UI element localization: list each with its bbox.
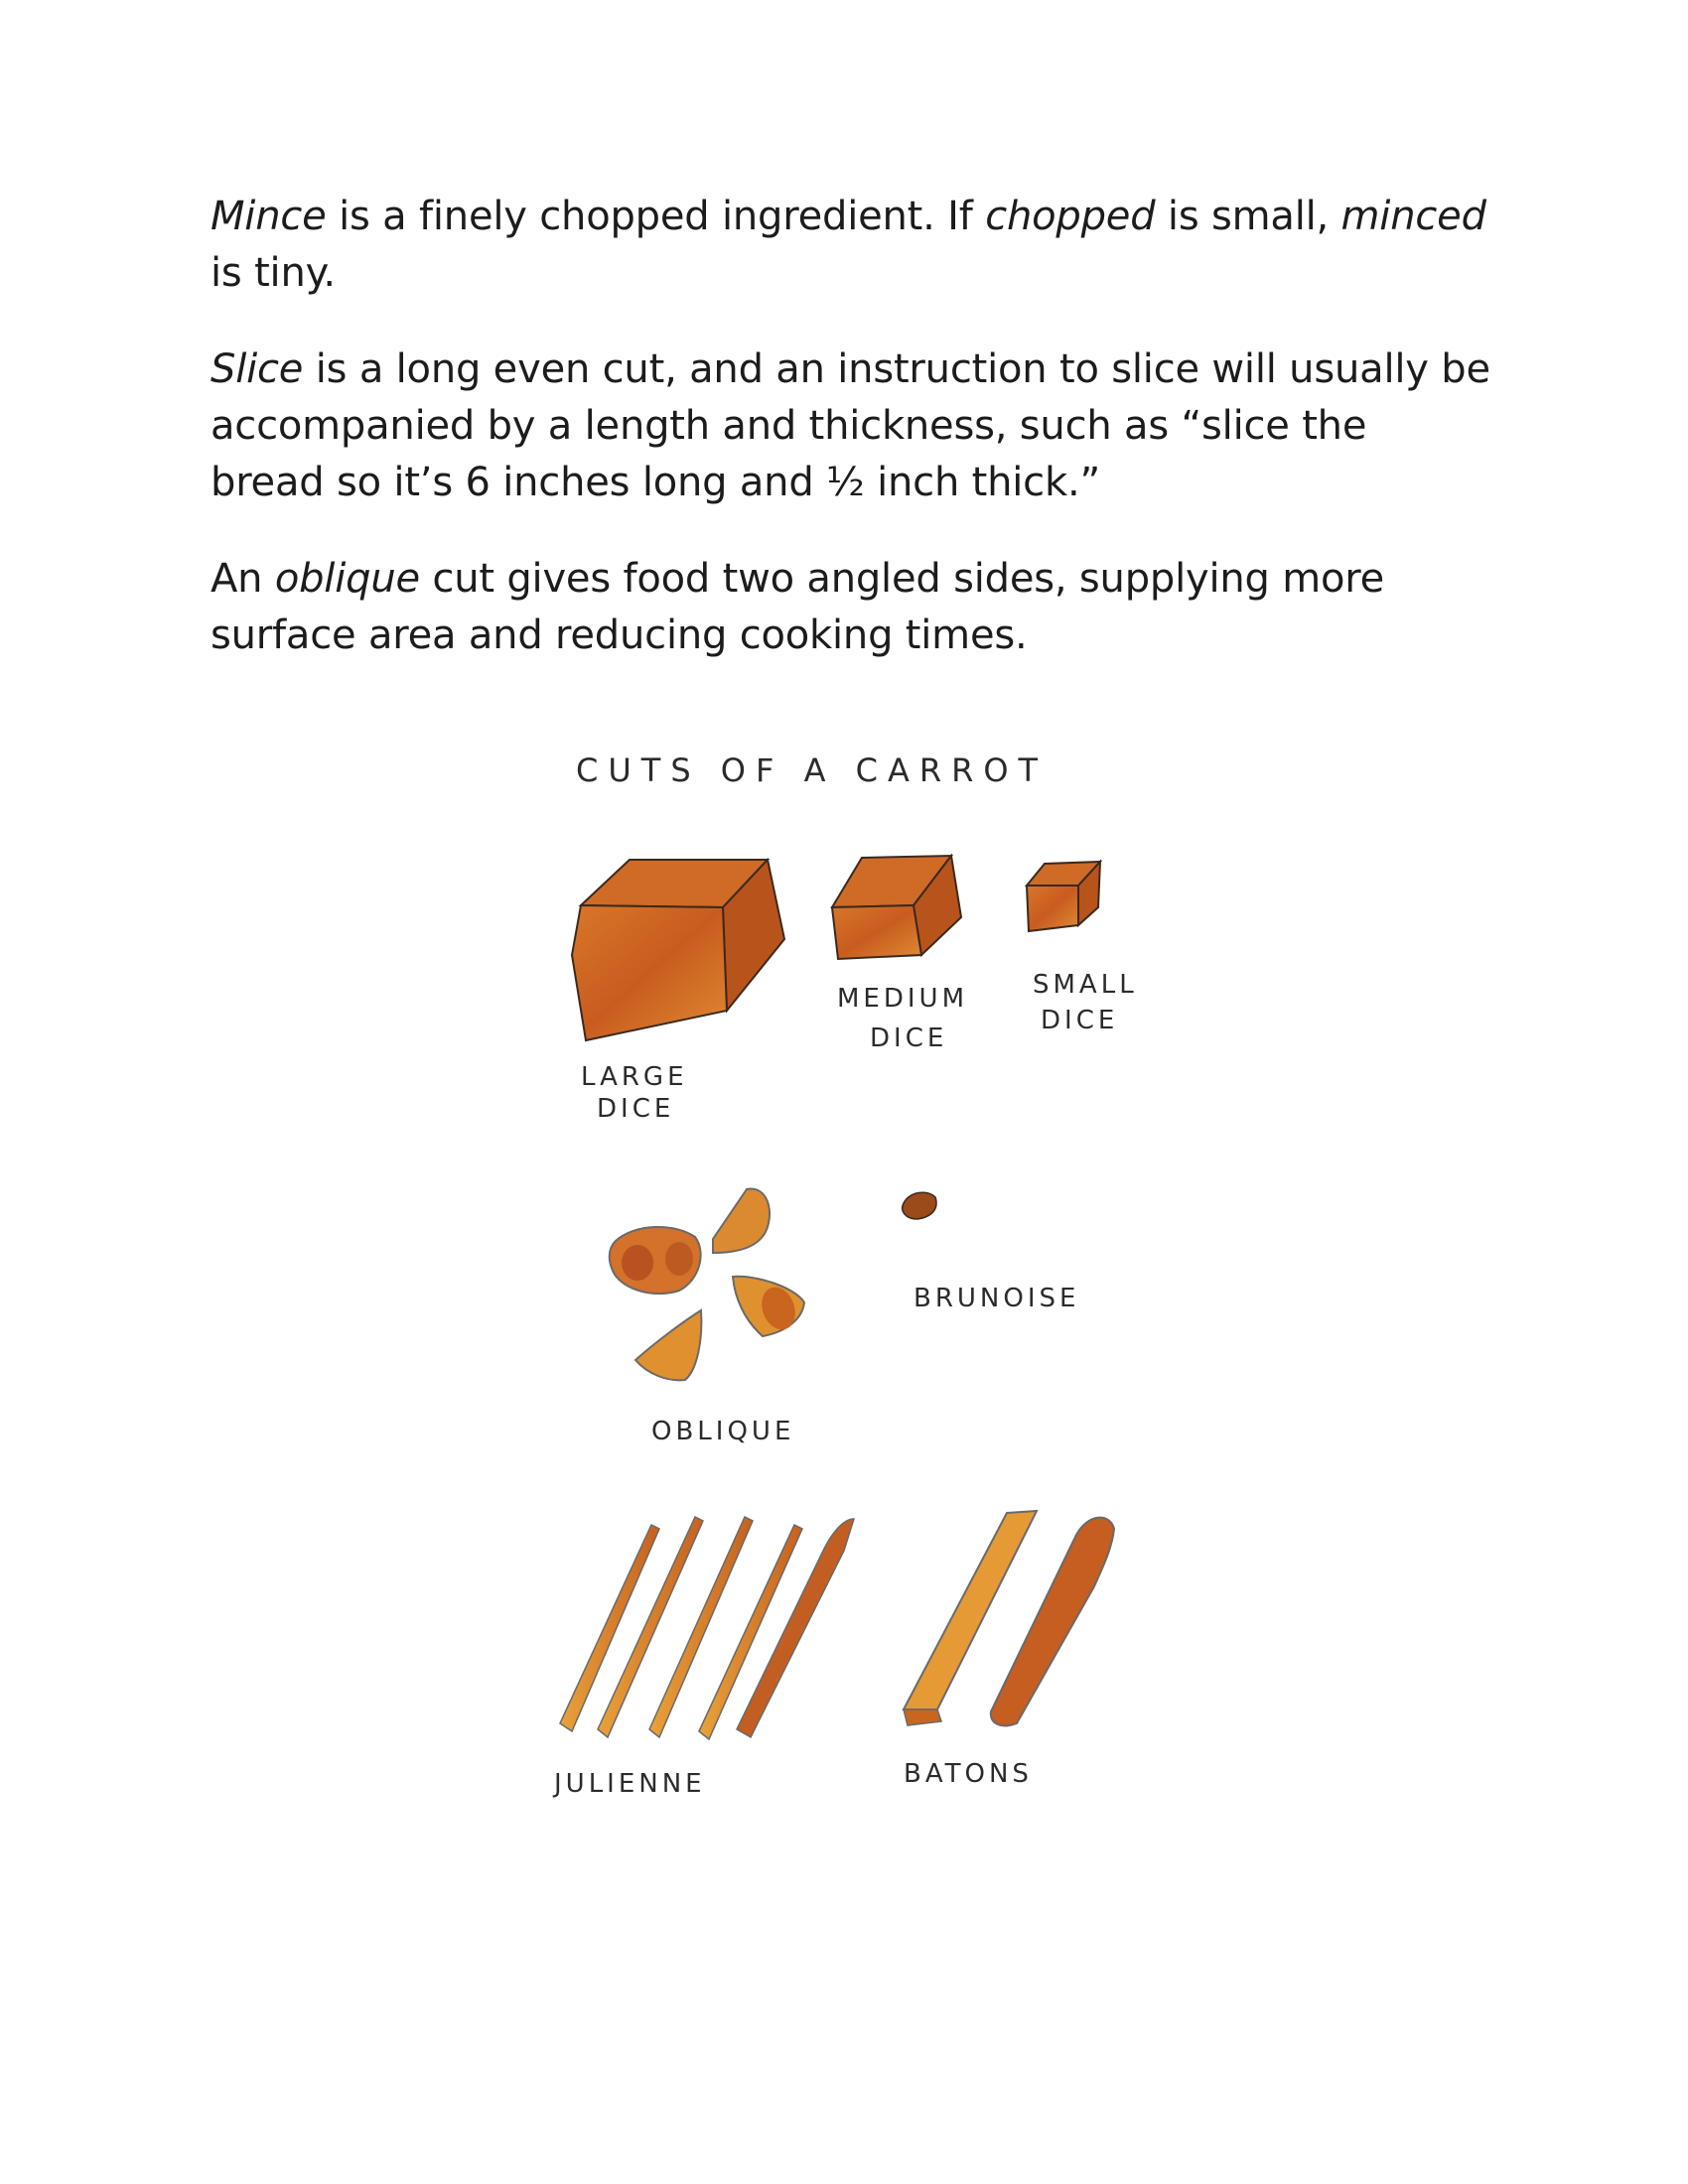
label-large-dice-2: DICE [597,1094,675,1124]
label-medium-dice-2: DICE [870,1024,948,1053]
batons-drawing [904,1511,1114,1725]
term-minced: minced [1340,194,1486,239]
label-julienne: JULIENNE [554,1769,706,1799]
julienne-drawing [560,1517,854,1739]
small-dice-drawing [1027,862,1100,931]
term-chopped: chopped [985,194,1156,239]
label-large-dice-1: LARGE [581,1062,688,1092]
medium-dice-drawing [832,856,961,959]
paragraph-mince-text-2: is small, [1155,194,1341,239]
paragraph-slice-text: is a long even cut, and an instruction to slice will usually be accompanied by a length and thickness, such as “slice the bread so it’s 6 inches long and ½ inch thick.” [211,346,1490,505]
paragraph-oblique-lead: An [211,556,275,602]
paragraph-mince-text: is a finely chopped ingredient. If [326,194,986,239]
illustration-title: CUTS OF A CARROT [576,751,1049,789]
brunoise-drawing [903,1192,936,1219]
term-slice: Slice [211,346,304,392]
large-dice-drawing [572,860,784,1040]
oblique-drawing [610,1188,804,1380]
label-batons: BATONS [904,1759,1033,1789]
label-oblique: OBLIQUE [651,1417,795,1446]
label-small-dice-1: SMALL [1033,970,1138,1000]
term-mince: Mince [211,194,327,239]
label-brunoise: BRUNOISE [914,1284,1080,1313]
paragraph-mince-text-3: is tiny. [211,250,336,296]
label-small-dice-2: DICE [1041,1006,1119,1035]
paragraph-oblique-text: cut gives food two angled sides, supplying more surface area and reducing cooking times. [211,556,1385,658]
label-medium-dice-1: MEDIUM [837,984,969,1014]
term-oblique: oblique [274,556,420,602]
